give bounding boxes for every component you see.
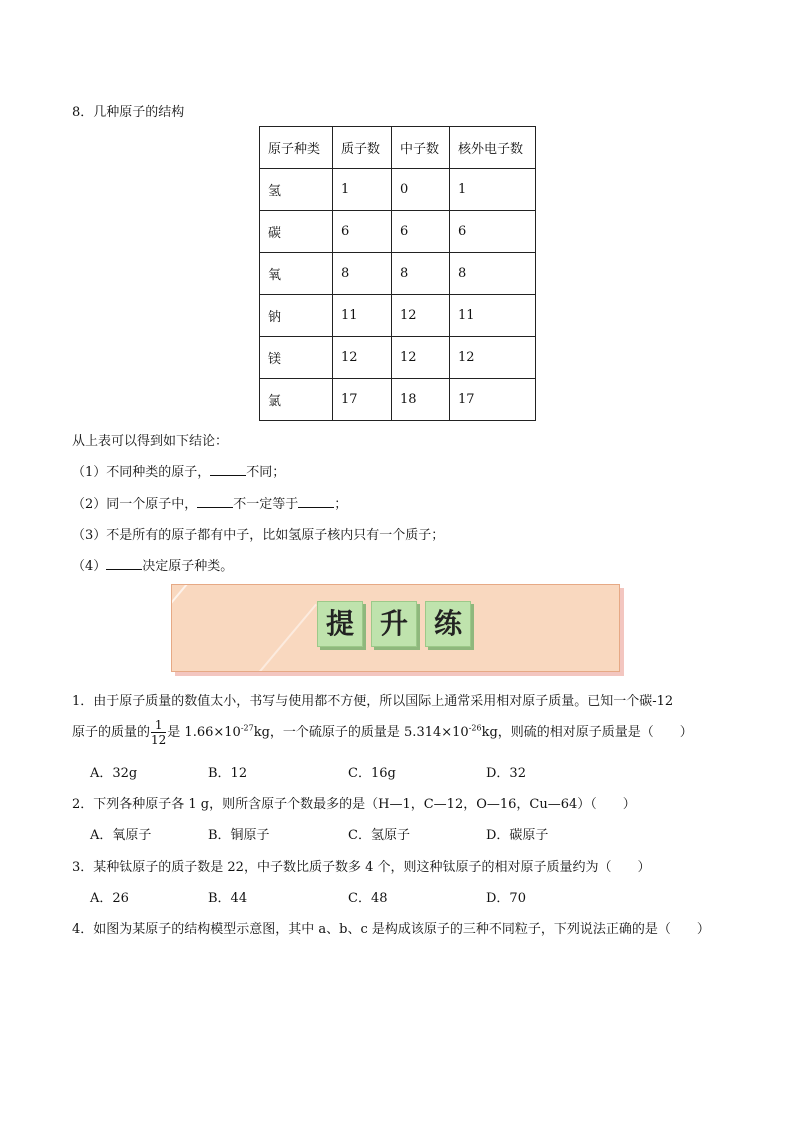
header-cell: 质子数: [333, 127, 392, 169]
table-cell: 镁: [260, 337, 333, 379]
table-header-row: [260, 127, 536, 169]
option-a[interactable]: A．氧原子: [90, 828, 152, 843]
exponent: -26: [468, 723, 482, 733]
question-1-line-2: [72, 718, 693, 747]
table-cell: 18: [392, 379, 450, 421]
question-4: 4．如图为某原子的结构模型示意图，其中 a、b、c 是构成该原子的三种不同粒子，下列说法正确的是（ ）: [72, 922, 710, 937]
table-cell: 11: [333, 295, 392, 337]
fraction-numerator: 1: [151, 718, 166, 733]
table-cell: 8: [333, 253, 392, 295]
table-cell: 17: [450, 379, 536, 421]
practice-banner: [171, 584, 620, 672]
table-cell: 8: [450, 253, 536, 295]
conclusion-text: 不一定等于: [233, 497, 299, 512]
answer-blank[interactable]: [210, 463, 246, 476]
conclusion-text: 不同；: [246, 465, 286, 480]
option-c[interactable]: C．氢原子: [348, 828, 410, 843]
table-cell: 12: [450, 337, 536, 379]
conclusion-intro: 从上表可以得到如下结论：: [72, 434, 229, 449]
answer-blank[interactable]: [298, 495, 334, 508]
conclusion-1: [72, 461, 285, 480]
conclusion-text: （2）同一个原子中，: [72, 497, 198, 512]
table-row: [260, 169, 536, 211]
table-cell: 钠: [260, 295, 333, 337]
option-c[interactable]: C．16g: [348, 766, 396, 781]
banner-char-tile: 升: [371, 601, 417, 647]
table-cell: 12: [333, 337, 392, 379]
question-text: kg，一个硫原子的质量是 5.314×10: [253, 725, 469, 740]
question-3: 3．某种钛原子的质子数是 22，中子数比质子数多 4 个，则这种钛原子的相对原子质量约为（ ）: [72, 860, 651, 875]
question-text: 是 1.66×10: [167, 725, 241, 740]
option-d[interactable]: D．碳原子: [486, 828, 549, 843]
question-2: 2．下列各种原子各 1 g，则所含原子个数最多的是（H—1，C—12，O—16，Cu—64）（ ）: [72, 797, 636, 812]
table-cell: 17: [333, 379, 392, 421]
table-cell: 0: [392, 169, 450, 211]
option-b[interactable]: B．铜原子: [208, 828, 270, 843]
conclusion-text: ；: [334, 497, 348, 512]
table-cell: 12: [392, 337, 450, 379]
option-a[interactable]: A．26: [90, 891, 129, 906]
table-cell: 氢: [260, 169, 333, 211]
option-d[interactable]: D．32: [486, 766, 526, 781]
table-cell: 12: [392, 295, 450, 337]
header-cell: 原子种类: [260, 127, 333, 169]
option-c[interactable]: C．48: [348, 891, 388, 906]
conclusion-text: （1）不同种类的原子，: [72, 465, 211, 480]
banner-char-tile: 提: [317, 601, 363, 647]
conclusion-4: [72, 555, 233, 574]
table-row: [260, 379, 536, 421]
option-d[interactable]: D．70: [486, 891, 526, 906]
option-b[interactable]: B．44: [208, 891, 248, 906]
section-8-title: 8．几种原子的结构: [72, 105, 185, 120]
table-cell: 8: [392, 253, 450, 295]
conclusion-3: （3）不是所有的原子都有中子，比如氢原子核内只有一个质子；: [72, 528, 445, 543]
question-text: 原子的质量的: [72, 725, 151, 740]
exponent: -27: [240, 723, 254, 733]
fraction-denominator: 12: [151, 733, 167, 747]
table-row: [260, 211, 536, 253]
conclusion-text: 决定原子种类。: [142, 559, 234, 574]
table-row: [260, 295, 536, 337]
header-cell: 核外电子数: [450, 127, 536, 169]
table-cell: 6: [392, 211, 450, 253]
conclusion-2: [72, 493, 347, 512]
table-cell: 氯: [260, 379, 333, 421]
table-cell: 1: [333, 169, 392, 211]
table-cell: 氧: [260, 253, 333, 295]
table-cell: 碳: [260, 211, 333, 253]
option-b[interactable]: B．12: [208, 766, 248, 781]
table-row: [260, 253, 536, 295]
answer-blank[interactable]: [106, 557, 142, 570]
table-cell: 6: [333, 211, 392, 253]
option-a[interactable]: A．32g: [90, 766, 138, 781]
table-cell: 11: [450, 295, 536, 337]
question-text: kg，则硫的相对原子质量是（ ）: [481, 725, 693, 740]
question-1-line-1: 1．由于原子质量的数值太小，书写与使用都不方便，所以国际上通常采用相对原子质量。已知一个碳-12: [72, 694, 674, 709]
fraction: [151, 718, 166, 747]
header-cell: 中子数: [392, 127, 450, 169]
answer-blank[interactable]: [197, 495, 233, 508]
atom-structure-table: [259, 126, 536, 421]
banner-gloss-decoration: [171, 584, 317, 672]
banner-char-tile: 练: [425, 601, 471, 647]
table-row: [260, 337, 536, 379]
table-cell: 1: [450, 169, 536, 211]
table-cell: 6: [450, 211, 536, 253]
conclusion-text: （4）: [72, 559, 107, 574]
